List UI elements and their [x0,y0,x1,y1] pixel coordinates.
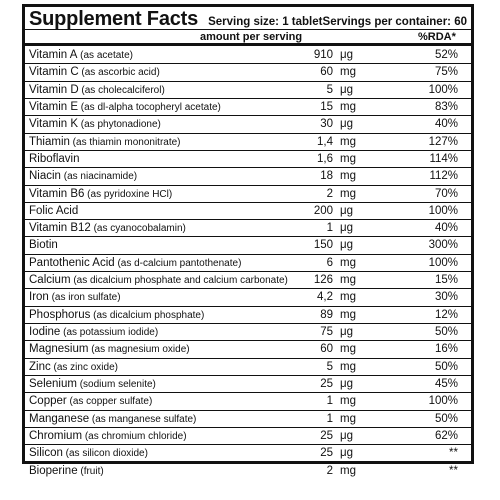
table-row [25,134,471,151]
amount-unit: mg [340,412,356,425]
nutrient-name [29,411,196,428]
amount-value: 126 [313,274,333,287]
table-row [25,307,471,324]
amount-unit: mg [340,343,356,356]
amount-value: 910 [313,49,333,61]
nutrient-name [29,272,288,289]
amount-value: 30 [320,118,333,131]
nutrient-label: Vitamin B6 [29,187,85,200]
nutrient-label: Vitamin D [29,83,79,96]
nutrient-name [29,255,241,272]
nutrient-source: (as pyridoxine HCl) [84,188,173,200]
rda-percent: 112% [429,170,458,183]
nutrient-source: (as d-calcium pantothenate) [114,257,242,269]
nutrient-label: Biotin [29,239,58,252]
rda-percent: 40% [434,118,458,131]
nutrient-label: Iodine [29,326,61,338]
nutrient-label: Manganese [29,412,90,425]
rda-percent: 52% [434,49,458,61]
rda-percent: 45% [434,377,458,390]
amount-value: 60 [320,343,333,356]
rda-percent: 62% [434,429,458,442]
nutrient-name [29,99,221,116]
rda-percent: 70% [434,187,458,200]
amount-unit: μg [340,49,354,61]
rda-percent: 30% [434,291,458,304]
nutrient-name [29,64,160,81]
nutrient-source: (as acetate) [77,50,133,61]
table-row [25,220,471,237]
serving-size: Serving size: 1 tablet [208,16,323,28]
amount-unit: μg [340,204,354,217]
nutrient-source: (as phytonadione) [78,119,161,131]
nutrient-name [29,393,152,410]
amount-value: 89 [320,308,333,321]
table-row [25,203,471,220]
nutrient-source: (as dicalcium phosphate and calcium carbonate) [70,275,288,287]
nutrient-source: (as silicon dioxide) [62,448,148,460]
amount-unit: mg [340,360,356,373]
table-row [25,82,471,99]
panel-title: Supplement Facts [29,8,199,30]
nutrient-label: Iron [29,291,49,304]
supplement-facts-panel [22,4,474,477]
amount-value: 18 [320,170,333,183]
nutrient-name [29,463,104,480]
table-row [25,393,471,410]
amount-value: 25 [320,377,333,390]
rda-percent: 127% [428,135,458,148]
table-row [25,376,471,393]
amount-unit: μg [340,377,354,390]
amount-unit: μg [340,239,354,252]
amount-unit: μg [340,447,354,460]
rda-percent: 75% [434,66,458,79]
nutrient-source: (as potassium iodide) [60,327,159,338]
nutrient-name [29,376,156,393]
nutrient-label: Phosphorus [29,308,91,321]
amount-value: 25 [320,447,333,460]
nutrient-name [29,82,165,99]
table-row [25,186,471,203]
table-row [25,255,471,272]
rda-percent: 100% [428,83,458,96]
rda-column-header: %RDA* [418,30,456,43]
rda-percent: 300% [428,239,458,252]
table-row [25,411,471,428]
table-row [25,272,471,289]
nutrient-name [29,47,133,64]
nutrient-name [29,341,190,358]
nutrient-label: Magnesium [29,343,89,356]
nutrient-label: Selenium [29,377,77,390]
nutrient-name [29,307,204,324]
rda-percent: ** [449,447,458,460]
nutrient-label: Vitamin C [29,66,79,79]
nutrient-label: Pantothenic Acid [29,256,115,269]
amount-value: 1,4 [317,135,333,148]
nutrient-name [29,237,58,254]
table-row [25,463,471,480]
nutrient-source: (as dicalcium phosphate) [90,309,205,321]
nutrient-source: (sodium selenite) [76,378,156,390]
rda-percent: 16% [434,343,458,356]
amount-value: 150 [313,239,333,252]
amount-value: 4,2 [317,291,333,304]
amount-value: 5 [326,83,333,96]
amount-unit: μg [340,429,354,442]
servings-per-container: Servings per container: 60 [322,16,467,28]
rda-percent: 100% [428,395,458,408]
amount-unit: mg [340,187,356,200]
amount-unit: mg [340,256,356,269]
rda-percent: 114% [429,152,458,165]
table-row [25,289,471,306]
amount-value: 200 [313,204,333,217]
table-row [25,99,471,116]
nutrient-source: (as niacinamide) [60,171,138,183]
nutrient-label: Zinc [29,360,51,373]
amount-value: 1 [326,222,333,235]
nutrient-name [29,289,121,306]
nutrient-label: Thiamin [29,135,70,148]
nutrient-name [29,220,186,237]
nutrient-label: Calcium [29,274,71,287]
amount-unit: μg [340,118,354,131]
nutrient-name [29,203,78,220]
nutrient-name [29,324,158,341]
rda-percent: 50% [434,360,458,373]
nutrient-label: Bioperine [29,464,78,477]
amount-unit: mg [340,152,356,165]
nutrient-name [29,359,118,376]
table-row [25,116,471,133]
table-row [25,324,471,341]
nutrient-label: Vitamin E [29,100,79,113]
rda-percent: 83% [434,100,458,113]
nutrient-source: (as dl-alpha tocopheryl acetate) [78,101,221,113]
nutrient-source: (as iron sulfate) [48,292,121,304]
amount-unit: μg [340,222,354,235]
nutrient-label: Riboflavin [29,152,80,165]
nutrient-label: Chromium [29,429,83,442]
nutrient-label: Vitamin K [29,118,79,131]
nutrient-label: Vitamin A [29,49,78,61]
amount-value: 1 [326,412,333,425]
rda-percent: 100% [428,204,458,217]
nutrient-name [29,151,80,168]
amount-value: 2 [326,464,333,477]
nutrient-source: (fruit) [77,465,104,477]
amount-unit: mg [340,464,356,477]
rda-percent: 50% [434,412,458,425]
nutrient-name [29,134,181,151]
amount-column-header: amount per serving [200,30,303,43]
nutrient-label: Folic Acid [29,204,79,217]
amount-unit: mg [340,66,356,79]
nutrient-name [29,168,137,185]
nutrient-source: (as copper sulfate) [66,396,153,408]
nutrient-label: Vitamin B12 [29,222,91,235]
amount-unit: μg [340,326,354,338]
amount-value: 5 [326,360,333,373]
table-row [25,47,471,64]
table-row [25,151,471,168]
table-row [25,341,471,358]
rda-percent: 40% [434,222,458,235]
nutrient-label: Niacin [29,170,61,183]
panel-header [25,7,471,30]
amount-value: 1 [326,395,333,408]
table-row [25,168,471,185]
nutrient-name [29,186,172,203]
amount-value: 15 [320,100,333,113]
table-row [25,445,471,462]
nutrient-label: Copper [29,395,67,408]
amount-unit: mg [340,274,356,287]
table-row [25,237,471,254]
rda-percent: 15% [434,274,458,287]
rda-percent: 12% [434,308,458,321]
amount-value: 2 [326,187,333,200]
amount-unit: mg [340,170,356,183]
nutrient-table [25,47,471,480]
column-header-row [25,30,471,46]
nutrient-source: (as magnesium oxide) [88,344,190,356]
rda-percent: ** [449,464,458,477]
table-row [25,428,471,445]
amount-value: 60 [320,66,333,79]
nutrient-name [29,428,187,445]
amount-value: 25 [320,429,333,442]
table-row [25,359,471,376]
nutrient-source: (as thiamin mononitrate) [69,136,181,148]
table-row [25,64,471,81]
rda-percent: 100% [428,256,458,269]
rda-percent: 50% [434,326,458,338]
amount-value: 75 [320,326,333,338]
nutrient-label: Silicon [29,447,63,460]
nutrient-source: (as cholecalciferol) [78,84,165,96]
nutrient-source: (as manganese sulfate) [89,413,197,425]
nutrient-name [29,116,161,133]
amount-value: 6 [326,256,333,269]
amount-unit: μg [340,83,354,96]
nutrient-source: (as cyanocobalamin) [90,223,186,235]
nutrient-source: (as zinc oxide) [50,361,118,373]
amount-value: 1,6 [317,152,333,165]
amount-unit: mg [340,100,356,113]
nutrient-source: (as chromium chloride) [82,430,187,442]
nutrient-name [29,445,148,462]
amount-unit: mg [340,291,356,304]
amount-unit: mg [340,135,356,148]
amount-unit: mg [340,308,356,321]
nutrient-source: (as ascorbic acid) [78,67,160,79]
amount-unit: mg [340,395,356,408]
